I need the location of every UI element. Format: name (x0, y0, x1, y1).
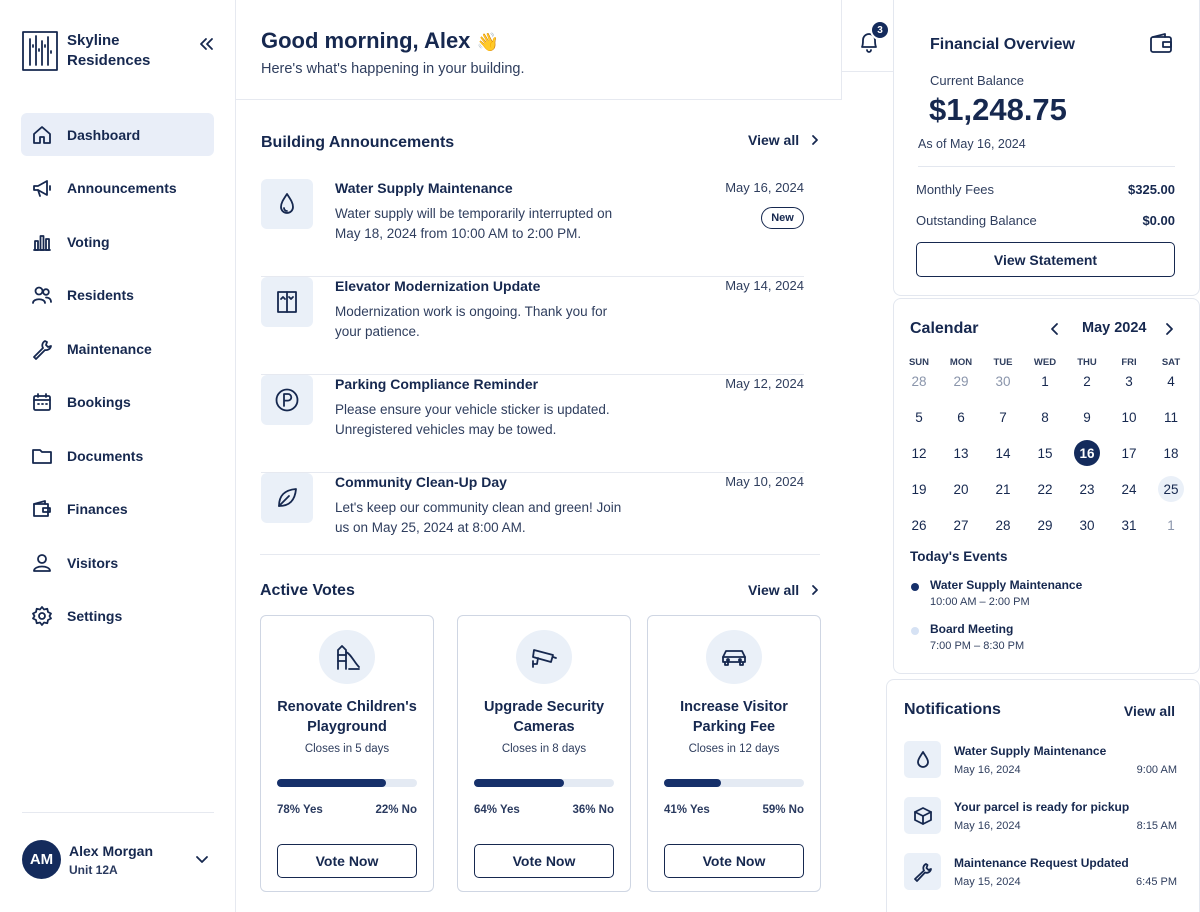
monthly-fees-value: $325.00 (1128, 182, 1175, 197)
calendar-day[interactable] (1066, 440, 1108, 466)
chevron-right-icon[interactable] (1162, 322, 1176, 336)
calendar-day[interactable] (940, 440, 982, 466)
water-drop-icon (913, 750, 933, 770)
vote-icon-circle (319, 630, 375, 684)
monthly-fees-label: Monthly Fees (916, 182, 995, 197)
calendar-day-number: 16 (1074, 440, 1100, 466)
calendar-day-number: 31 (1121, 517, 1137, 533)
calendar-day[interactable] (1108, 476, 1150, 502)
todays-events-title: Today's Events (910, 549, 1008, 564)
home-icon (31, 124, 53, 146)
elevator-icon (274, 289, 300, 315)
calendar-day-number: 1 (1167, 517, 1175, 533)
weekday-label: SUN (908, 357, 930, 368)
notifications-panel (886, 679, 1200, 912)
notification-date: May 15, 2024 (954, 876, 1021, 888)
calendar-day[interactable] (1150, 404, 1192, 430)
sidebar-item-announcements[interactable] (21, 167, 214, 210)
announcement-date: May 14, 2024 (725, 278, 804, 293)
vote-card (260, 615, 434, 892)
calendar-day[interactable] (940, 512, 982, 538)
vote-deadline: Closes in 12 days (688, 743, 780, 755)
page-subtitle: Here's what's happening in your building. (261, 61, 525, 77)
collapse-sidebar-icon[interactable] (196, 34, 216, 54)
event-title: Board Meeting (930, 622, 1014, 636)
wrench-icon (913, 862, 933, 882)
weekday-label: FRI (1121, 357, 1137, 368)
main-nav (21, 113, 214, 648)
calendar-title: Calendar (910, 320, 979, 337)
notification-icon-tile (904, 853, 941, 890)
calendar-day-number: 2 (1083, 373, 1091, 389)
calendar-day-number: 27 (953, 517, 969, 533)
announcement-icon-tile (261, 375, 313, 425)
calendar-day-number: 3 (1125, 373, 1133, 389)
calendar-day-number: 5 (915, 409, 923, 425)
calendar-day-number: 11 (1163, 409, 1178, 425)
announcement-body: Please ensure your vehicle sticker is updated. Unregistered vehicles may be towed. (335, 402, 610, 437)
calendar-day-number: 4 (1167, 373, 1175, 389)
announcement-date: May 10, 2024 (725, 474, 804, 489)
calendar-day[interactable] (982, 476, 1024, 502)
notification-item[interactable] (904, 853, 1177, 893)
notifications-button[interactable] (842, 0, 899, 72)
event-time: 7:00 PM – 8:30 PM (930, 640, 1025, 652)
sidebar-item-label: Dashboard (67, 126, 141, 143)
calendar-day-number: 29 (953, 373, 969, 389)
outstanding-balance-label: Outstanding Balance (916, 213, 1037, 228)
notifications-view-all-link[interactable]: View all (1123, 703, 1175, 719)
chevron-down-icon (194, 851, 210, 867)
vote-title: Upgrade Security Cameras (483, 699, 605, 735)
calendar-day-number: 10 (1121, 409, 1137, 425)
notification-text: Your parcel is ready for pickup (954, 800, 1130, 814)
notification-item[interactable] (904, 797, 1177, 837)
calendar-day-number: 18 (1163, 445, 1179, 461)
announcement-title[interactable]: Water Supply Maintenance (335, 180, 513, 196)
calendar-weekday-header (898, 357, 1192, 368)
sidebar-item-visitors[interactable] (21, 541, 214, 584)
vote-progress-fill (664, 779, 721, 787)
calendar-day[interactable] (1108, 512, 1150, 538)
vote-yes-percent: 64% Yes (474, 804, 520, 816)
sidebar-item-label: Bookings (67, 394, 131, 410)
calendar-panel (893, 298, 1200, 674)
sidebar-item-bookings[interactable] (21, 381, 214, 424)
announcement-icon-tile (261, 277, 313, 327)
calendar-day[interactable] (1150, 512, 1192, 538)
megaphone-icon (31, 177, 53, 199)
announcements-view-all-link[interactable] (748, 132, 821, 148)
calendar-day-number: 9 (1083, 409, 1091, 425)
sidebar-item-label: Documents (67, 447, 144, 464)
calendar-day-number: 21 (995, 481, 1011, 497)
divider (260, 554, 820, 555)
calendar-day[interactable] (1150, 368, 1192, 394)
sidebar-item-maintenance[interactable] (21, 327, 214, 370)
event-dot (911, 583, 919, 591)
view-statement-button[interactable]: View Statement (916, 242, 1175, 277)
notification-icon-tile (904, 741, 941, 778)
calendar-day-number: 29 (1037, 517, 1053, 533)
sidebar-item-label: Maintenance (67, 340, 152, 357)
outstanding-balance-value: $0.00 (1142, 213, 1175, 228)
sidebar-item-label: Settings (67, 608, 123, 624)
calendar-day-number: 20 (953, 481, 969, 497)
event-title: Water Supply Maintenance (930, 578, 1083, 592)
car-icon (719, 642, 749, 672)
calendar-day-number: 14 (995, 445, 1011, 461)
chevron-right-icon (809, 134, 821, 146)
announcement-title[interactable]: Community Clean-Up Day (335, 474, 507, 490)
announcement-body: Modernization work is ongoing. Thank you for your patience. (335, 304, 608, 339)
vote-no-percent: 36% No (572, 804, 614, 816)
announcement-body: Water supply will be temporarily interrupted on May 18, 2024 from 10:00 AM to 2:00 PM. (335, 206, 613, 241)
calendar-month: May 2024 (1082, 320, 1147, 336)
notification-time: 8:15 AM (1136, 820, 1177, 832)
divider (22, 812, 214, 813)
vote-yes-percent: 78% Yes (277, 804, 323, 816)
calendar-day-number: 19 (911, 481, 927, 497)
notification-date: May 16, 2024 (954, 764, 1021, 776)
calendar-day[interactable] (1108, 404, 1150, 430)
calendar-day-number: 15 (1037, 445, 1053, 461)
vote-icon-circle (516, 630, 572, 684)
balance-label: Current Balance (930, 73, 1024, 88)
calendar-day[interactable] (940, 368, 982, 394)
calendar-icon (31, 391, 53, 413)
calendar-grid (898, 357, 1192, 538)
wave-emoji: 👋 (476, 32, 499, 52)
greeting-text: Good morning, Alex (261, 28, 471, 53)
vote-yes-percent: 41% Yes (664, 804, 710, 816)
calendar-day[interactable] (1066, 476, 1108, 502)
notification-text: Maintenance Request Updated (954, 856, 1129, 870)
sidebar-item-dashboard[interactable] (21, 113, 214, 156)
calendar-week (898, 368, 1192, 394)
page-title (261, 28, 499, 54)
calendar-day[interactable] (1108, 440, 1150, 466)
user-name: Alex Morgan (69, 842, 154, 859)
calendar-day-number: 30 (995, 373, 1011, 389)
calendar-day[interactable] (940, 476, 982, 502)
calendar-day[interactable] (1024, 512, 1066, 538)
calendar-day-number: 17 (1121, 445, 1137, 461)
calendar-day-number: 25 (1158, 476, 1184, 502)
calendar-day-number: 22 (1037, 481, 1053, 497)
vote-icon-circle (706, 630, 762, 684)
calendar-day-number: 13 (953, 445, 969, 461)
sidebar-item-documents[interactable] (21, 434, 214, 477)
financial-overview-title: Financial Overview (930, 36, 1075, 53)
brand[interactable] (22, 31, 177, 71)
calendar-day[interactable] (1108, 368, 1150, 394)
folder-icon (31, 445, 53, 467)
user-unit: Unit 12A (69, 862, 118, 877)
vote-progress-fill (277, 779, 386, 787)
package-icon (913, 806, 933, 826)
new-badge: New (761, 207, 804, 229)
avatar: AM (22, 840, 61, 879)
chevron-left-icon[interactable] (1048, 322, 1062, 336)
votes-view-all-link[interactable] (748, 582, 821, 598)
calendar-day[interactable] (1024, 368, 1066, 394)
calendar-day-number: 24 (1121, 481, 1137, 497)
security-camera-icon (529, 642, 559, 672)
calendar-day-number: 8 (1041, 409, 1049, 425)
users-icon (31, 284, 53, 306)
balance-as-of: As of May 16, 2024 (918, 137, 1026, 151)
notification-date: May 16, 2024 (954, 820, 1021, 832)
notification-item[interactable] (904, 741, 1177, 781)
calendar-day[interactable] (1066, 512, 1108, 538)
sidebar-item-label: Finances (67, 501, 128, 517)
calendar-day[interactable] (1066, 404, 1108, 430)
vote-deadline: Closes in 5 days (304, 743, 390, 755)
calendar-day[interactable] (940, 404, 982, 430)
vote-progress-fill (474, 779, 564, 787)
notification-icon-tile (904, 797, 941, 834)
sidebar-item-label: Residents (67, 287, 134, 303)
calendar-day[interactable] (1150, 440, 1192, 466)
vote-now-button[interactable]: Vote Now (474, 844, 614, 878)
vote-progress-bar (474, 779, 614, 787)
user-icon (31, 552, 53, 574)
announcement-item[interactable] (261, 375, 804, 473)
balance-value: $1,248.75 (929, 92, 1067, 127)
announcement-icon-tile (261, 179, 313, 229)
wrench-icon (31, 338, 53, 360)
divider (918, 166, 1175, 167)
vote-now-button[interactable]: Vote Now (277, 844, 417, 878)
vote-no-percent: 59% No (762, 804, 804, 816)
calendar-day-number: 7 (999, 409, 1007, 425)
calendar-day[interactable] (982, 512, 1024, 538)
calendar-day-number: 30 (1079, 517, 1095, 533)
user-menu[interactable] (22, 840, 212, 879)
calendar-day[interactable] (898, 404, 940, 430)
parking-icon (274, 387, 300, 413)
brand-name: Skyline Residences (67, 32, 151, 69)
sidebar-item-settings[interactable] (21, 595, 214, 638)
wallet-icon (31, 498, 53, 520)
calendar-day-number: 1 (1041, 373, 1049, 389)
calendar-week (898, 476, 1192, 502)
calendar-day[interactable] (898, 512, 940, 538)
announcement-icon-tile (261, 473, 313, 523)
vote-progress-bar (664, 779, 804, 787)
financial-overview-panel (893, 0, 1200, 296)
announcement-date: May 12, 2024 (725, 376, 804, 391)
notification-time: 6:45 PM (1136, 876, 1177, 888)
calendar-day[interactable] (1024, 440, 1066, 466)
announcement-item[interactable] (261, 179, 804, 277)
calendar-day[interactable] (1024, 404, 1066, 430)
weekday-label: WED (1033, 357, 1057, 368)
sidebar-item-voting[interactable] (21, 220, 214, 263)
calendar-week (898, 512, 1192, 538)
calendar-day-number: 23 (1079, 481, 1095, 497)
vote-card (647, 615, 821, 892)
calendar-day-number: 26 (911, 517, 927, 533)
announcement-item[interactable] (261, 277, 804, 375)
calendar-day[interactable] (898, 368, 940, 394)
sidebar-item-residents[interactable] (21, 274, 214, 317)
calendar-day-number: 28 (911, 373, 927, 389)
view-all-label: View all (748, 132, 800, 148)
announcement-body: Let's keep our community clean and green! Join us on May 25, 2024 at 8:00 AM. (335, 500, 622, 535)
chevron-right-icon (809, 584, 821, 596)
calendar-day[interactable] (1024, 476, 1066, 502)
weekday-label: TUE (993, 357, 1013, 368)
event-dot (911, 627, 919, 635)
calendar-day[interactable] (1150, 476, 1192, 502)
calendar-day[interactable] (982, 404, 1024, 430)
sidebar-item-label: Voting (67, 233, 110, 250)
view-all-label: View all (748, 582, 800, 598)
calendar-week (898, 440, 1192, 466)
playground-slide-icon (332, 642, 362, 672)
page-header (236, 0, 842, 100)
notifications-title: Notifications (904, 701, 1001, 718)
bar-chart-icon (31, 231, 53, 253)
sidebar-item-label: Visitors (67, 554, 119, 571)
announcement-title[interactable]: Parking Compliance Reminder (335, 376, 539, 392)
calendar-week (898, 404, 1192, 430)
announcement-title[interactable]: Elevator Modernization Update (335, 278, 541, 294)
announcements-title: Building Announcements (261, 134, 455, 151)
calendar-day[interactable] (898, 476, 940, 502)
weekday-label: SAT (1161, 357, 1181, 368)
vote-title: Increase Visitor Parking Fee (680, 699, 788, 735)
calendar-day[interactable] (982, 440, 1024, 466)
vote-card (457, 615, 631, 892)
calendar-day[interactable] (982, 368, 1024, 394)
announcement-item[interactable] (261, 473, 804, 555)
vote-progress-bar (277, 779, 417, 787)
building-logo-icon (22, 31, 58, 71)
calendar-day[interactable] (1066, 368, 1108, 394)
notification-text: Water Supply Maintenance (954, 744, 1107, 758)
vote-now-button[interactable]: Vote Now (664, 844, 804, 878)
notification-time: 9:00 AM (1136, 764, 1177, 776)
event-time: 10:00 AM – 2:00 PM (930, 596, 1030, 608)
water-drop-icon (274, 191, 300, 217)
calendar-day[interactable] (898, 440, 940, 466)
calendar-day-number: 6 (957, 409, 965, 425)
sidebar-item-finances[interactable] (21, 488, 214, 531)
notification-count-badge: 3 (870, 20, 890, 40)
sidebar (0, 0, 236, 912)
gear-icon (31, 605, 53, 627)
active-votes-title: Active Votes (260, 582, 355, 599)
vote-deadline: Closes in 8 days (501, 743, 587, 755)
sidebar-item-label: Announcements (67, 180, 177, 196)
calendar-day-number: 12 (911, 445, 927, 461)
weekday-label: MON (949, 357, 973, 368)
vote-title: Renovate Children's Playground (277, 699, 417, 735)
wallet-icon (1149, 33, 1173, 55)
announcement-date: May 16, 2024 (725, 180, 804, 195)
calendar-day-number: 28 (995, 517, 1011, 533)
weekday-label: THU (1077, 357, 1097, 368)
vote-no-percent: 22% No (375, 804, 417, 816)
leaf-icon (274, 485, 300, 511)
